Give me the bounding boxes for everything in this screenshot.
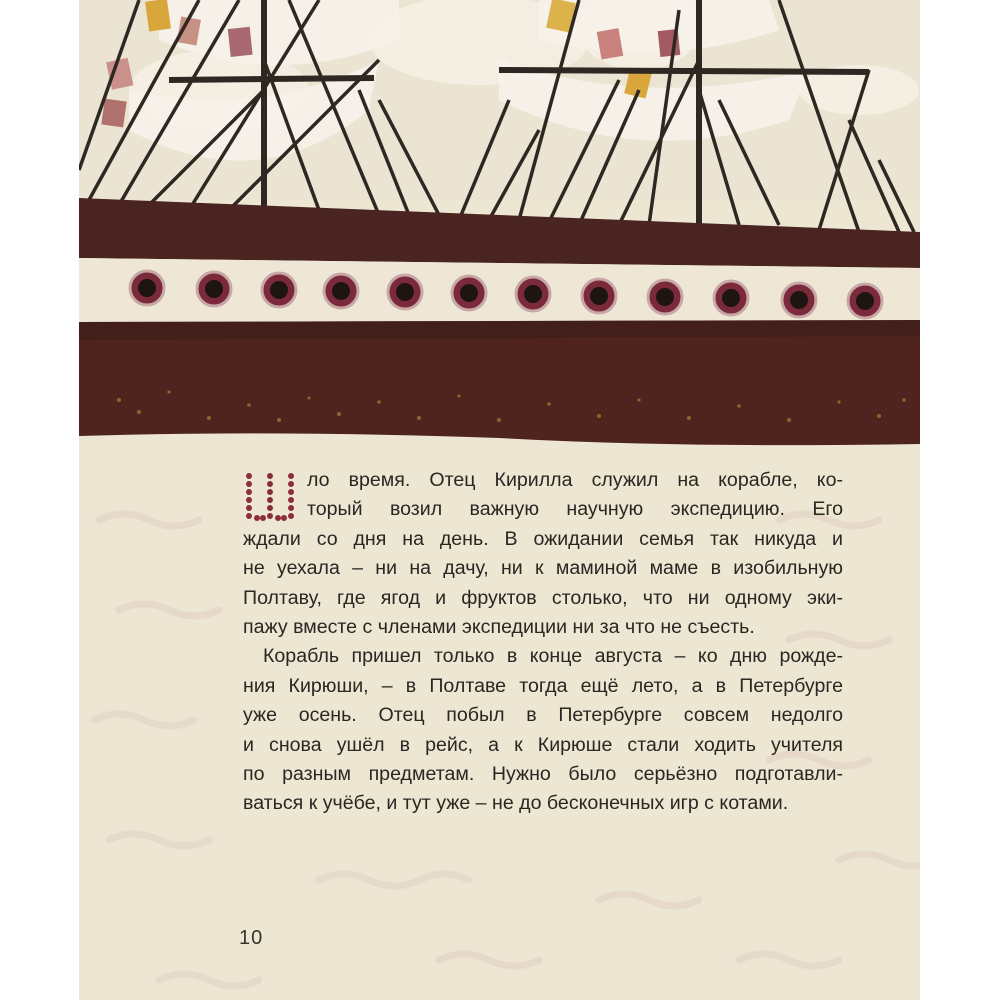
dropcap-sh-glyph [243,470,297,524]
dropcap-letter [243,470,297,524]
paragraph-2 [243,642,843,818]
story-text [243,466,843,819]
ship-illustration [79,0,920,460]
page-number: 10 [239,927,264,949]
book-page [79,0,920,1000]
text-line: Корабль пришел только в конце августа – ко дню рожде- [263,645,843,668]
text-line: не уехала – ни на дачу, ни к маминой маме в изобильную [243,557,843,580]
text-line: ждали со дня на день. В ожидании семья так никуда и [243,527,843,550]
text-line: пажу вместе с членами экспедиции ни за что не съесть. [243,616,755,639]
text-line: по разным предметам. Нужно было серьёзно подготавли- [243,763,843,786]
text-line: и снова ушёл в рейс, а к Кирюше стали ходить учителя [243,733,843,756]
text-line: Полтаву, где ягод и фруктов столько, что ни одному эки- [243,586,843,609]
paragraph-1 [243,466,843,642]
text-line: ния Кирюши, – в Полтаве тогда ещё лето, а в Петербурге [243,674,843,697]
text-line: ло время. Отец Кирилла служил на корабле, ко- [307,469,843,491]
text-line: уже осень. Отец побыл в Петербурге совсем недолго [243,704,843,727]
text-line: торый возил важную научную экспедицию. Его [307,498,843,521]
text-line: ваться к учёбе, и тут уже – не до бесконечных игр с котами. [243,792,789,815]
svg-text:Ш: Ш [269,520,271,521]
